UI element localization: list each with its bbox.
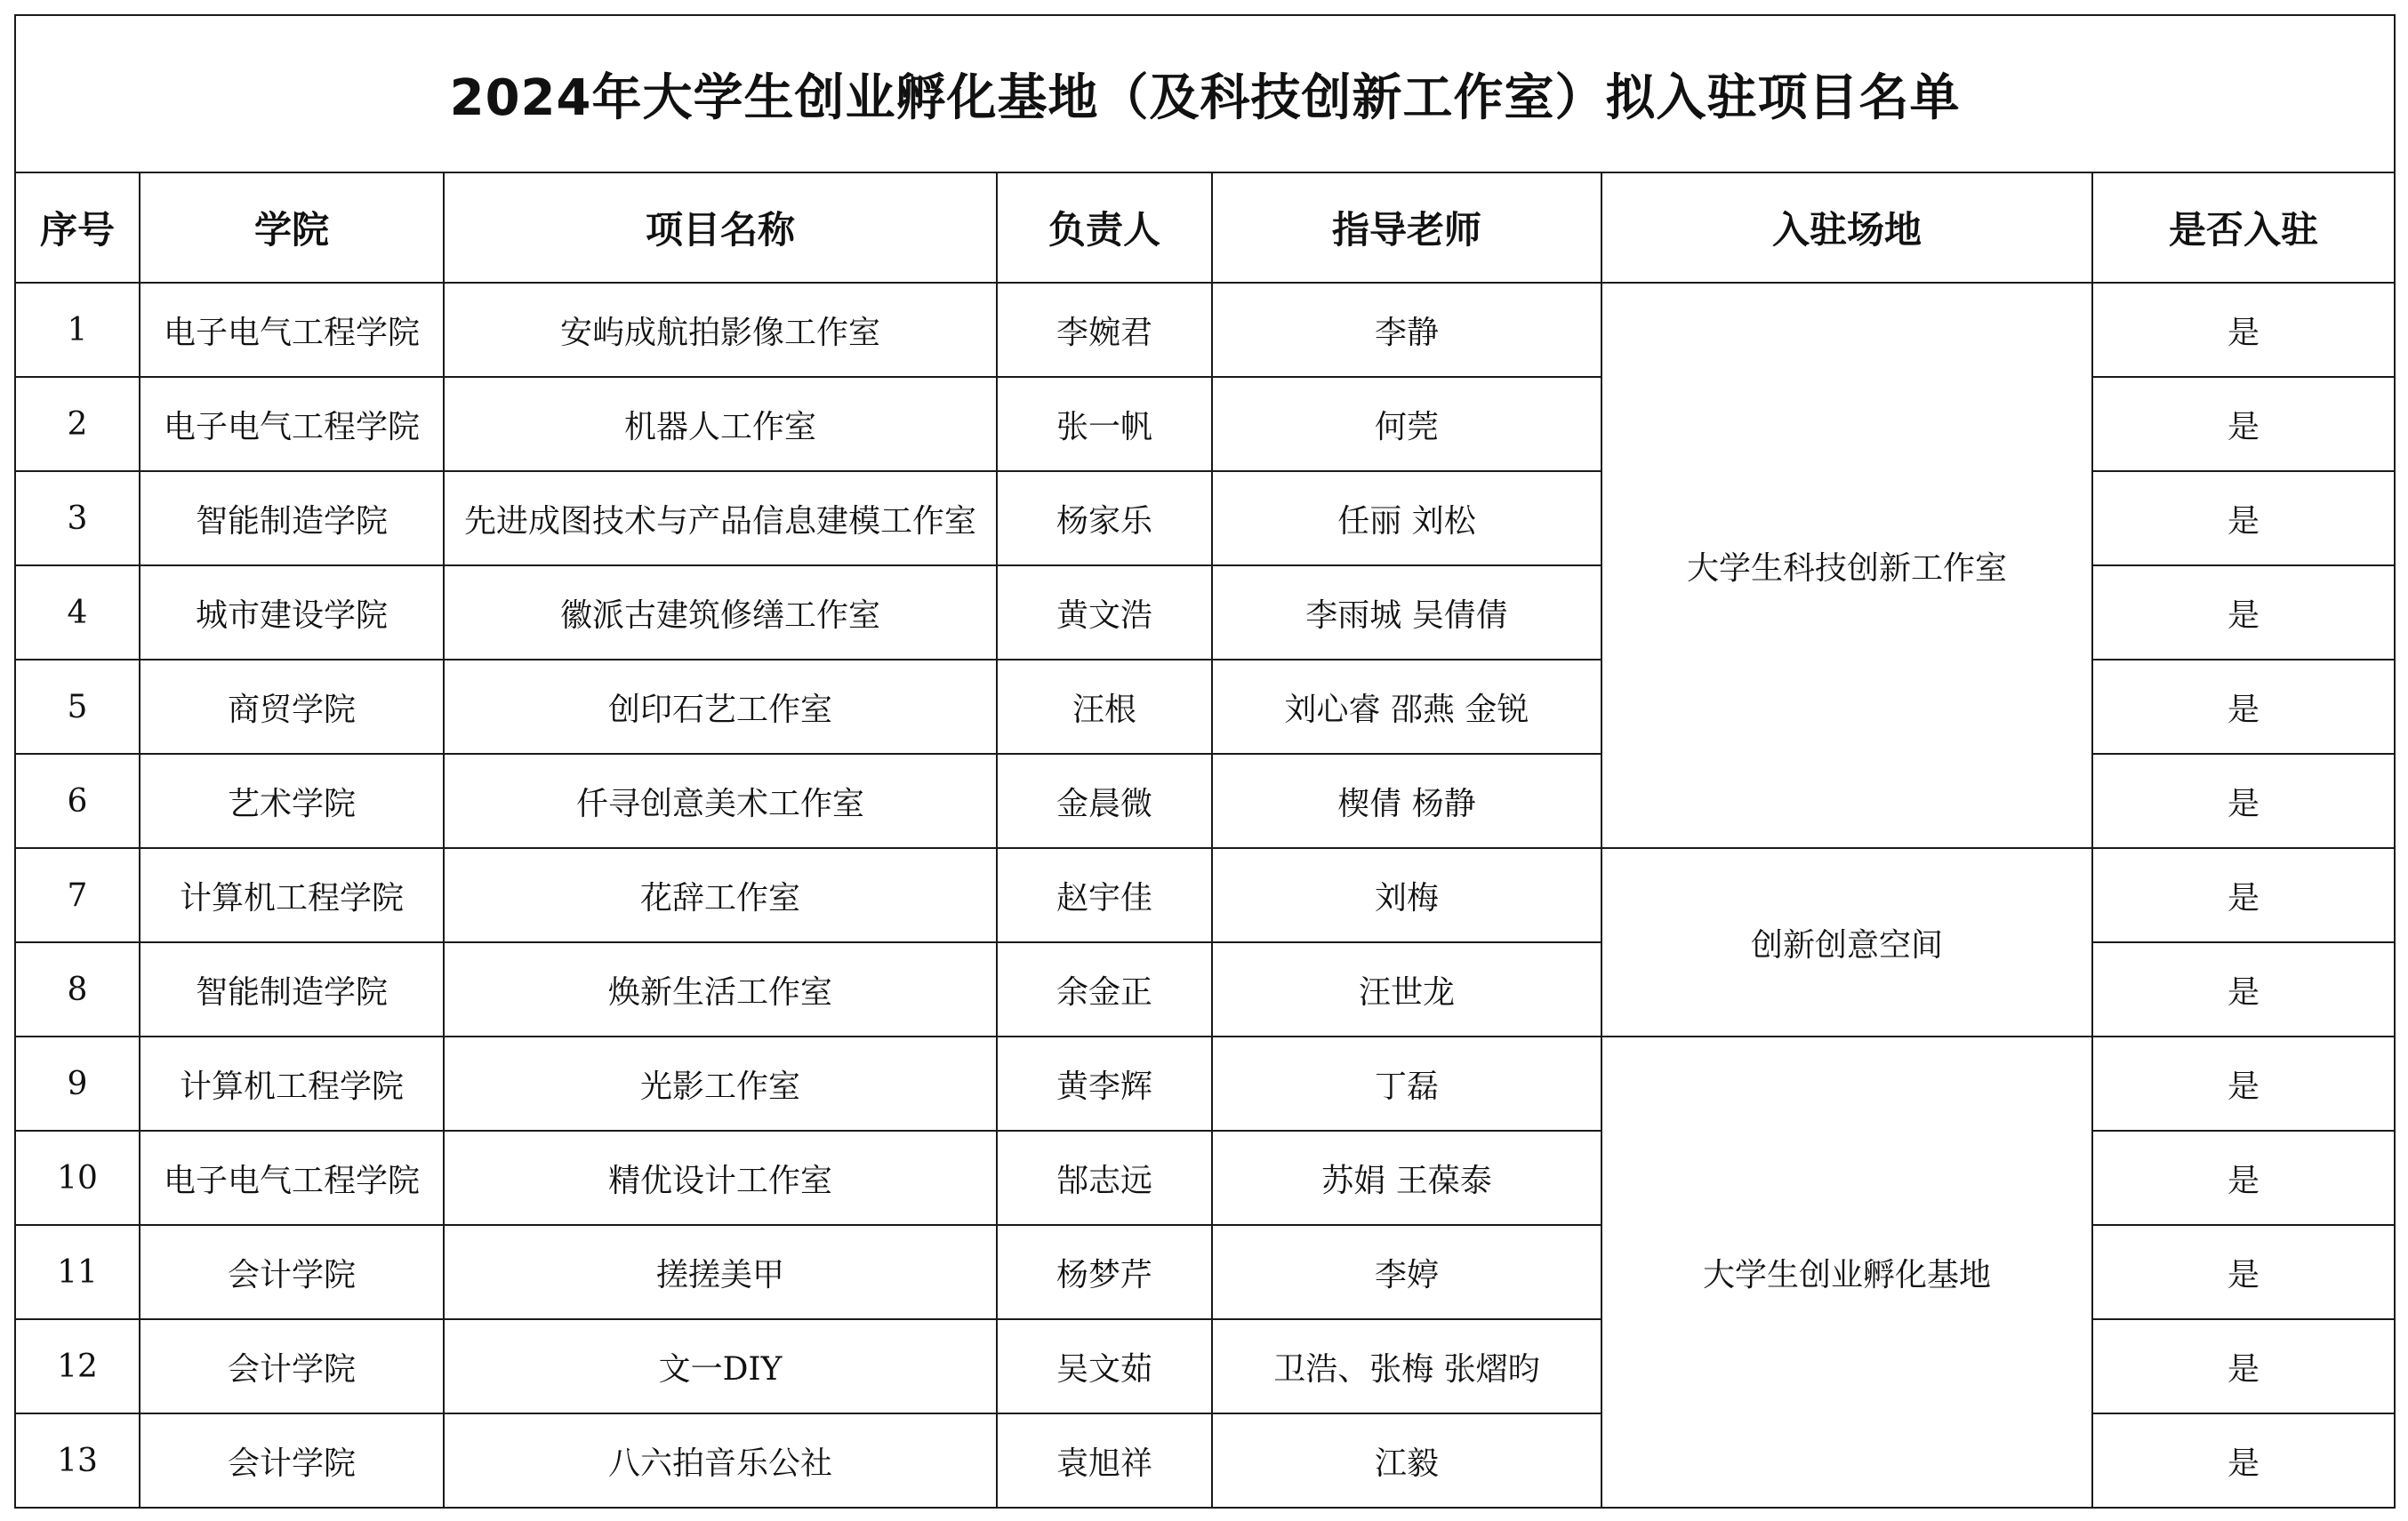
row-project: 搓搓美甲 xyxy=(444,1225,997,1319)
row-index: 3 xyxy=(15,471,140,565)
header-venue: 入驻场地 xyxy=(1601,172,2092,283)
row-project: 仟寻创意美术工作室 xyxy=(444,754,997,848)
row-college: 会计学院 xyxy=(140,1413,444,1508)
document-title: 2024年大学生创业孵化基地（及科技创新工作室）拟入驻项目名单 xyxy=(15,15,2395,172)
row-leader: 黄文浩 xyxy=(997,565,1212,660)
row-index: 1 xyxy=(15,283,140,377)
row-index: 13 xyxy=(15,1413,140,1508)
row-index: 5 xyxy=(15,660,140,754)
row-advisor: 卫浩、张梅 张熠昀 xyxy=(1212,1319,1601,1413)
row-college: 商贸学院 xyxy=(140,660,444,754)
row-admitted: 是 xyxy=(2092,660,2395,754)
venue-creative-space: 创新创意空间 xyxy=(1601,848,2092,1037)
row-admitted: 是 xyxy=(2092,283,2395,377)
row-index: 7 xyxy=(15,848,140,942)
project-list-table xyxy=(14,14,2396,1509)
row-admitted: 是 xyxy=(2092,1131,2395,1225)
row-index: 6 xyxy=(15,754,140,848)
row-project: 光影工作室 xyxy=(444,1037,997,1131)
table-row xyxy=(15,1037,2395,1131)
row-admitted: 是 xyxy=(2092,1319,2395,1413)
row-advisor: 汪世龙 xyxy=(1212,942,1601,1037)
row-advisor: 任丽 刘松 xyxy=(1212,471,1601,565)
row-college: 智能制造学院 xyxy=(140,471,444,565)
row-college: 计算机工程学院 xyxy=(140,1037,444,1131)
row-college: 城市建设学院 xyxy=(140,565,444,660)
row-admitted: 是 xyxy=(2092,754,2395,848)
row-project: 机器人工作室 xyxy=(444,377,997,471)
row-index: 11 xyxy=(15,1225,140,1319)
row-college: 电子电气工程学院 xyxy=(140,377,444,471)
row-leader: 张一帆 xyxy=(997,377,1212,471)
row-index: 10 xyxy=(15,1131,140,1225)
venue-incubation-base: 大学生创业孵化基地 xyxy=(1601,1037,2092,1508)
header-index: 序号 xyxy=(15,172,140,283)
row-leader: 汪根 xyxy=(997,660,1212,754)
row-admitted: 是 xyxy=(2092,848,2395,942)
row-advisor: 江毅 xyxy=(1212,1413,1601,1508)
header-admitted: 是否入驻 xyxy=(2092,172,2395,283)
row-leader: 赵宇佳 xyxy=(997,848,1212,942)
row-admitted: 是 xyxy=(2092,565,2395,660)
row-admitted: 是 xyxy=(2092,1037,2395,1131)
row-advisor: 李婷 xyxy=(1212,1225,1601,1319)
venue-tech-innovation-studio: 大学生科技创新工作室 xyxy=(1601,283,2092,848)
row-advisor: 苏娟 王葆泰 xyxy=(1212,1131,1601,1225)
row-college: 计算机工程学院 xyxy=(140,848,444,942)
row-index: 4 xyxy=(15,565,140,660)
row-project: 精优设计工作室 xyxy=(444,1131,997,1225)
row-leader: 杨家乐 xyxy=(997,471,1212,565)
row-index: 9 xyxy=(15,1037,140,1131)
row-college: 艺术学院 xyxy=(140,754,444,848)
table-header-row xyxy=(15,172,2395,283)
header-leader: 负责人 xyxy=(997,172,1212,283)
row-advisor: 李静 xyxy=(1212,283,1601,377)
row-project: 文一DIY xyxy=(444,1319,997,1413)
row-admitted: 是 xyxy=(2092,471,2395,565)
row-college: 会计学院 xyxy=(140,1319,444,1413)
row-leader: 黄李辉 xyxy=(997,1037,1212,1131)
row-project: 创印石艺工作室 xyxy=(444,660,997,754)
header-project: 项目名称 xyxy=(444,172,997,283)
row-project: 八六拍音乐公社 xyxy=(444,1413,997,1508)
row-leader: 杨梦芹 xyxy=(997,1225,1212,1319)
row-leader: 余金正 xyxy=(997,942,1212,1037)
row-index: 12 xyxy=(15,1319,140,1413)
row-admitted: 是 xyxy=(2092,377,2395,471)
row-project: 徽派古建筑修缮工作室 xyxy=(444,565,997,660)
row-leader: 吴文茹 xyxy=(997,1319,1212,1413)
row-advisor: 丁磊 xyxy=(1212,1037,1601,1131)
header-college: 学院 xyxy=(140,172,444,283)
document-sheet xyxy=(14,14,2394,1508)
row-admitted: 是 xyxy=(2092,1225,2395,1319)
row-advisor: 楔倩 杨静 xyxy=(1212,754,1601,848)
row-leader: 李婉君 xyxy=(997,283,1212,377)
row-college: 会计学院 xyxy=(140,1225,444,1319)
table-row xyxy=(15,283,2395,377)
row-advisor: 何莞 xyxy=(1212,377,1601,471)
header-advisor: 指导老师 xyxy=(1212,172,1601,283)
row-index: 8 xyxy=(15,942,140,1037)
row-project: 花辞工作室 xyxy=(444,848,997,942)
row-admitted: 是 xyxy=(2092,1413,2395,1508)
row-leader: 袁旭祥 xyxy=(997,1413,1212,1508)
row-advisor: 刘心睿 邵燕 金锐 xyxy=(1212,660,1601,754)
row-admitted: 是 xyxy=(2092,942,2395,1037)
row-project: 安屿成航拍影像工作室 xyxy=(444,283,997,377)
row-project: 先进成图技术与产品信息建模工作室 xyxy=(444,471,997,565)
row-leader: 郜志远 xyxy=(997,1131,1212,1225)
row-college: 电子电气工程学院 xyxy=(140,1131,444,1225)
row-index: 2 xyxy=(15,377,140,471)
row-project: 焕新生活工作室 xyxy=(444,942,997,1037)
row-college: 智能制造学院 xyxy=(140,942,444,1037)
table-row xyxy=(15,848,2395,942)
row-advisor: 李雨城 吴倩倩 xyxy=(1212,565,1601,660)
row-leader: 金晨微 xyxy=(997,754,1212,848)
row-advisor: 刘梅 xyxy=(1212,848,1601,942)
row-college: 电子电气工程学院 xyxy=(140,283,444,377)
